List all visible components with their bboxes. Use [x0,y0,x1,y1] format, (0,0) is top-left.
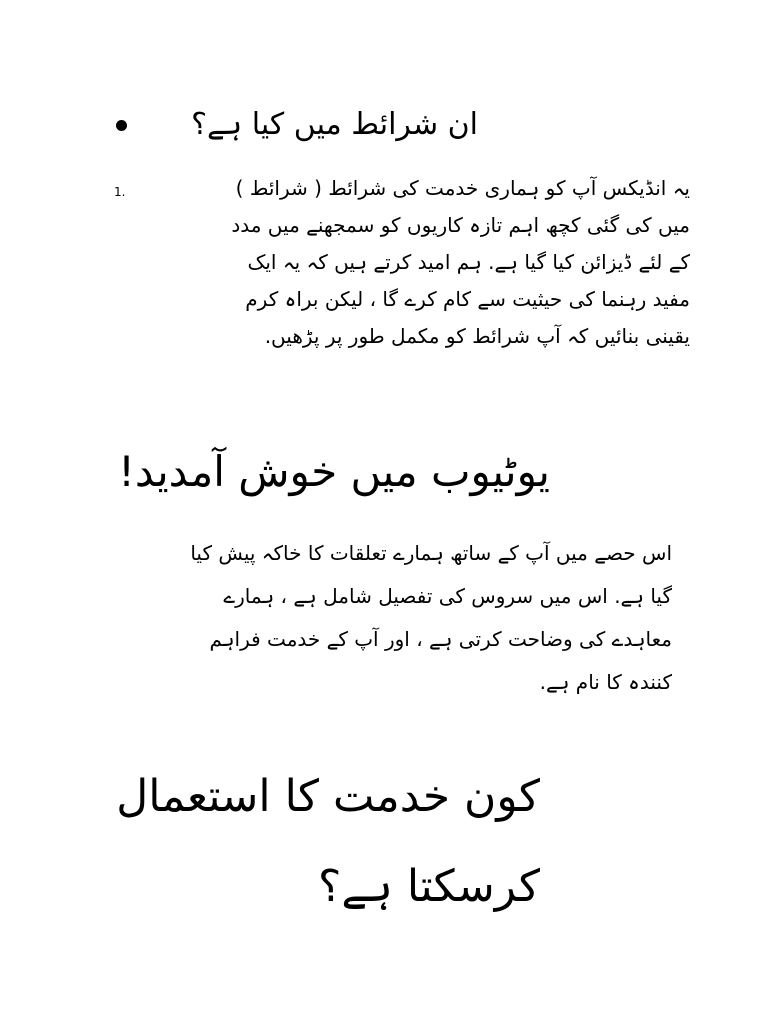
welcome-paragraph [90,532,672,704]
section-heading-who-can-use [90,752,540,932]
paragraph-line: گیا ہے. اس میں سروس کی تفصیل شامل ہے ، ہمارے [223,584,672,608]
bullet-icon [116,120,127,131]
section-heading-welcome: یوٹیوب میں خوش آمدید! [118,447,550,496]
numbered-paragraph [130,170,690,355]
heading-line: کون خدمت کا استعمال [116,771,540,822]
paragraph-line: یقینی بنائیں کہ آپ شرائط کو مکمل طور پر پڑھیں. [264,324,690,348]
paragraph-line: معاہدے کی وضاحت کرتی ہے ، اور آپ کے خدمت فراہم [209,627,672,651]
bullet-heading: ان شرائط میں کیا ہے؟ [191,107,478,142]
heading-line: کرسکتا ہے؟ [318,861,540,912]
paragraph-line: اس حصے میں آپ کے ساتھ ہمارے تعلقات کا خاکہ پیش کیا [190,541,672,565]
paragraph-line: یہ انڈیکس آپ کو ہماری خدمت کی شرائط ( شرائط ) [235,176,690,200]
bullet-list-item [108,100,488,150]
paragraph-line: کنندہ کا نام ہے. [539,670,672,694]
list-number: 1. [114,185,126,199]
paragraph-line: مفید رہنما کی حیثیت سے کام کرے گا ، لیکن براہ کرم [245,287,690,311]
paragraph-line: میں کی گئی کچھ اہم تازہ کاریوں کو سمجھنے میں مدد [231,213,690,237]
paragraph-line: کے لئے ڈیزائن کیا گیا ہے. ہم امید کرتے ہیں کہ یہ ایک [247,250,690,274]
